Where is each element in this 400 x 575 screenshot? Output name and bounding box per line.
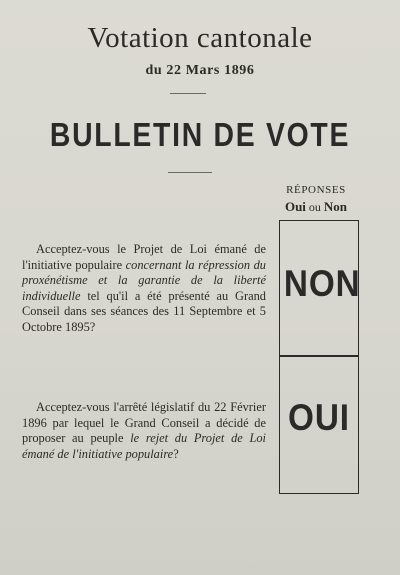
date-day: 22 [166, 63, 182, 78]
divider-rule [168, 172, 212, 173]
question-1 [22, 242, 266, 336]
option-yes: Oui [284, 199, 306, 214]
option-or: ou [308, 200, 321, 214]
answer-2: OUI [288, 397, 350, 438]
vote-date [0, 63, 400, 79]
date-prefix: du [145, 63, 163, 78]
answer-divider [280, 355, 358, 357]
question-2-text: Acceptez-vous l'arrêté législatif du 22 Février 1896 par lequel le Grand Conseil a décidé de proposer au peuple [22, 400, 266, 446]
question-2-italic: le rejet du Projet de Loi émané de l'initiative populaire [22, 431, 266, 461]
divider-rule [170, 93, 206, 94]
date-month: Mars [185, 63, 220, 78]
question-2 [22, 400, 266, 462]
question-2-text-end: ? [173, 446, 179, 461]
bulletin-heading: BULLETIN DE VOTE [49, 116, 351, 153]
ballot-title: Votation cantonale [87, 22, 313, 54]
option-no: Non [323, 199, 348, 214]
answer-1: NON [283, 263, 361, 304]
question-1-text-end: tel qu'il a été présenté au Grand Conseil dans ses séances des 11 Septembre et 5 Octobre 1895? [22, 288, 266, 334]
responses-options [272, 199, 360, 215]
responses-heading: RÉPONSES [286, 184, 346, 196]
question-1-italic: concernant la répression du proxénétisme et la garantie de la liberté individuelle [22, 257, 266, 303]
question-1-text: Acceptez-vous le Projet de Loi émané de l'initiative populaire [22, 242, 266, 272]
date-year: 1896 [224, 63, 255, 78]
answer-box [279, 220, 359, 494]
